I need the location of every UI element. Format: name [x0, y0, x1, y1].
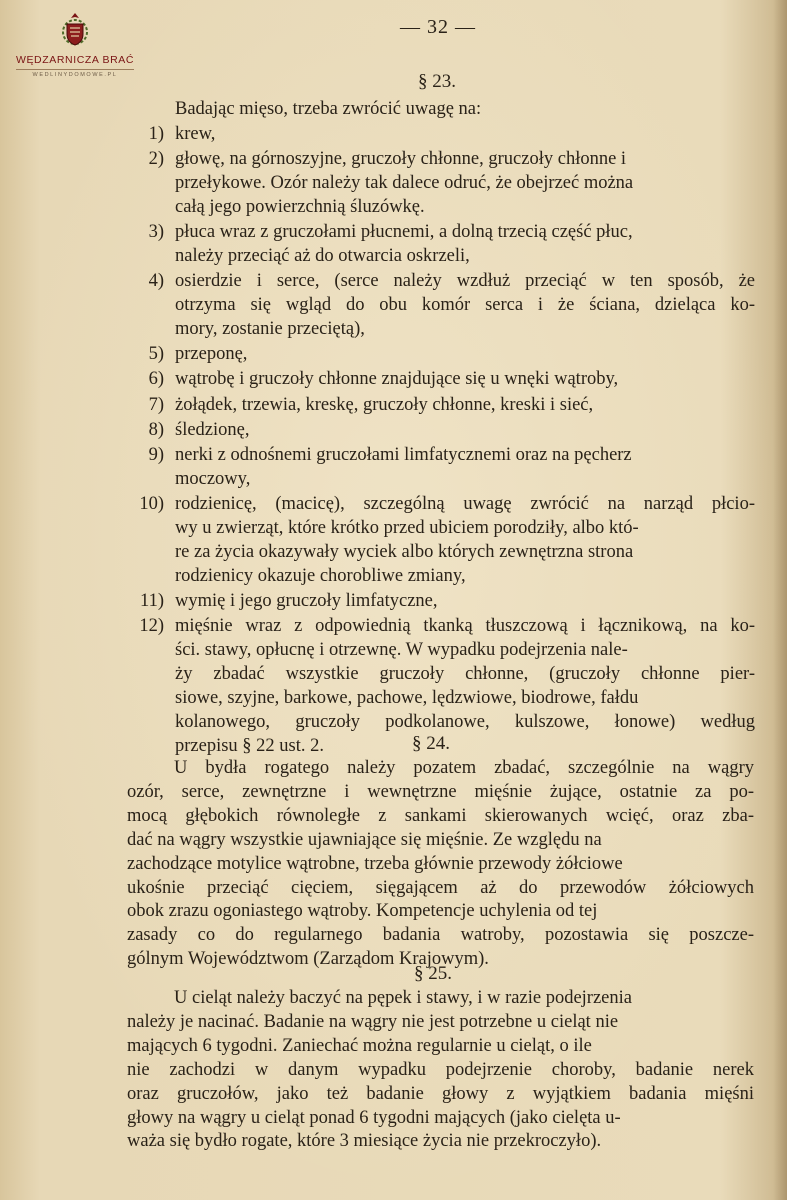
page-number: — 32 —: [400, 16, 476, 38]
list-item-line: wy u zwierząt, które krótko przed ubiciem porodziły, albo któ-: [175, 518, 639, 538]
watermark-logo: [14, 10, 136, 78]
list-item-line: moczowy,: [175, 468, 251, 489]
paragraph-line: ukośnie przeciąć cięciem, sięgającem aż do przewodów żółciowych: [127, 877, 754, 898]
list-item-number: 10): [139, 494, 164, 515]
list-item-line: przeponę,: [175, 344, 248, 365]
paragraph-line: głowy na wągry u cieląt ponad 6 tygodni mających (jako cielęta u-: [127, 1107, 621, 1128]
list-item-line: płuca wraz z gruczołami płucnemi, a dolną trzecią część płuc,: [175, 222, 633, 243]
list-item-number: 12): [139, 616, 164, 637]
list-item-number: 9): [148, 445, 164, 465]
crest-icon: [55, 10, 95, 50]
section-heading-25: § 25.: [414, 963, 452, 984]
paragraph-line: mocą głębokich równoległe z sankami skierowanych wcięć, oraz zba-: [127, 805, 754, 826]
page-spine-shadow: [773, 0, 787, 1200]
paragraph-line: ozór, serce, zewnętrzne i wewnętrzne mięśnie żujące, ostatnie za po-: [127, 781, 754, 802]
paragraph-line: dać na wągry wszystkie ujawniające się mięśnie. Ze względu na: [127, 829, 602, 850]
paragraph-line: nie zachodzi w danym wypadku podejrzenie choroby, badanie nerek: [127, 1059, 754, 1080]
list-item-line: przepisu § 22 ust. 2.: [175, 735, 325, 756]
logo-url: WEDLINYDOMOWE.PL: [32, 72, 118, 78]
list-item-line: głowę, na górnoszyjne, gruczoły chłonne, gruczoły chłonne i: [175, 149, 627, 170]
logo-divider: [16, 69, 134, 70]
list-item-line: mięśnie wraz z odpowiednią tkanką tłuszczową i łącznikową, na ko-: [175, 616, 755, 637]
list-item-line: re za życia okazywały wyciek albo których zewnętrzna strona: [175, 541, 634, 562]
paragraph-line: gólnym Województwom (Zarządom Krajowym).: [127, 949, 489, 970]
paragraph-line: należy je nacinać. Badanie na wągry nie jest potrzebne u cieląt nie: [127, 1011, 619, 1032]
paragraph-line: mających 6 tygodni. Zaniechać można regularnie u cieląt, o ile: [127, 1035, 592, 1056]
paragraph-line: zachodzące motylice wątrobne, trzeba głównie przewody żółciowe: [127, 853, 623, 874]
list-item-number: 6): [148, 369, 164, 390]
list-item-line: kolanowego, gruczoły podkolanowe, kulszowe, łonowe) według: [175, 711, 755, 732]
paragraph-line: zasady co do regularnego badania watroby, pozostawia się poszcze-: [127, 925, 754, 946]
list-item-line: należy przeciąć aż do otwarcia oskrzeli,: [175, 246, 470, 266]
list-item-line: rodzienicy okazuje chorobliwe zmiany,: [175, 565, 466, 586]
list-item-line: otrzyma się wgląd do obu komór serca i że ściana, dzieląca ko-: [175, 295, 755, 316]
paragraph-line: waża się bydło rogate, które 3 miesiące życia nie przekroczyło).: [127, 1131, 602, 1152]
list-item-line: ści. stawy, opłucnę i otrzewnę. W wypadku podejrzenia nale-: [175, 640, 628, 661]
paragraph-line: U cieląt należy baczyć na pępek i stawy, i w razie podejrzenia: [174, 988, 632, 1008]
list-item-number: 7): [148, 394, 164, 415]
list-item-number: 3): [148, 222, 164, 243]
list-item-number: 4): [148, 271, 164, 292]
list-item-line: osierdzie i serce, (serce należy wzdłuż przeciąć w ten sposób, że: [175, 271, 755, 292]
list-item-line: wątrobę i gruczoły chłonne znajdujące się u wnęki wątroby,: [175, 369, 619, 390]
list-item-line: ży zbadać wszystkie gruczoły chłonne, (gruczoły chłonne pier-: [175, 664, 755, 684]
list-item-line: śledzionę,: [175, 419, 250, 440]
paragraph-line: oraz gruczołów, jako też badanie głowy z wyjątkiem badania mięśni: [127, 1083, 754, 1104]
paragraph-line: obok zrazu ogoniastego wątroby. Kompetencje uchylenia od tej: [127, 901, 598, 922]
paragraph-line: U bydła rogatego należy pozatem zbadać, szczególnie na wągry: [174, 758, 754, 778]
list-item-line: rodzienicę, (macicę), szczególną uwagę zwrócić na narząd płcio-: [175, 494, 755, 515]
list-item-number: 5): [148, 344, 164, 365]
section-23-intro: Badając mięso, trzeba zwrócić uwagę na:: [175, 99, 482, 119]
list-item-line: krew,: [175, 123, 216, 144]
list-item-number: 1): [148, 123, 164, 144]
list-item-number: 8): [148, 419, 164, 440]
list-item-line: całą jego powierzchnią śluzówkę.: [175, 196, 425, 217]
logo-name: WĘDZARNICZA BRAĆ: [15, 54, 135, 66]
list-item-line: nerki z odnośnemi gruczołami limfatycznemi oraz na pęcherz: [175, 445, 632, 465]
list-item-line: żołądek, trzewia, kreskę, gruczoły chłonne, kreski i sieć,: [175, 394, 594, 415]
list-item-number: 11): [140, 591, 164, 611]
section-heading-24: § 24.: [412, 733, 450, 754]
list-item-line: wymię i jego gruczoły limfatyczne,: [175, 591, 438, 611]
list-item-line: przełykowe. Ozór należy tak dalece odruć, że obejrzeć można: [175, 173, 634, 193]
list-item-line: mory, zostanie przeciętą),: [175, 319, 365, 339]
list-item-line: siowe, szyjne, barkowe, pachowe, lędzwiowe, biodrowe, fałdu: [175, 687, 639, 708]
section-heading-23: § 23.: [418, 71, 456, 92]
list-item-number: 2): [148, 149, 164, 170]
